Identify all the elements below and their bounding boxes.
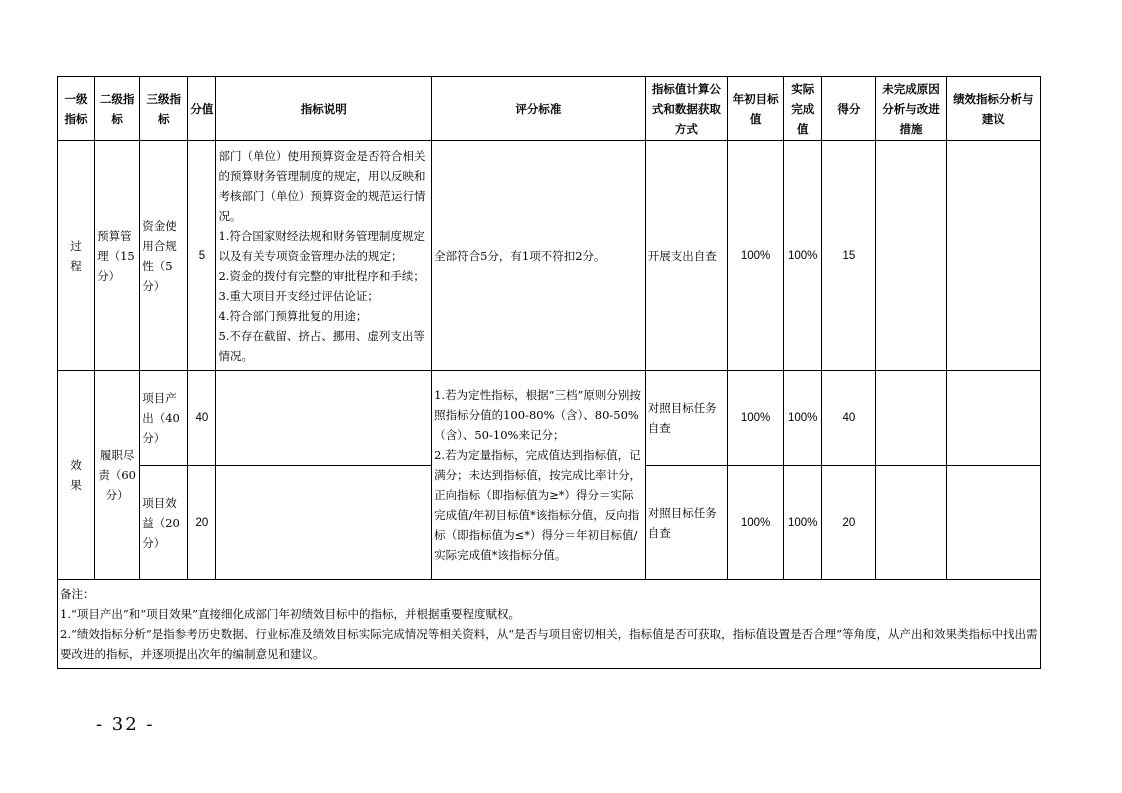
row3-description xyxy=(216,466,432,580)
row2-target: 100% xyxy=(728,371,784,466)
note-line: 备注： xyxy=(60,587,95,601)
row1-score-value: 5 xyxy=(188,141,216,371)
header-criteria: 评分标准 xyxy=(432,77,646,141)
row1-formula: 开展支出自查 xyxy=(645,141,727,371)
row2-actual: 100% xyxy=(784,371,822,466)
row3-level3: 项目效益（20分） xyxy=(140,466,188,580)
row3-score-value: 20 xyxy=(188,466,216,580)
header-target: 年初目标值 xyxy=(728,77,784,141)
description-line: 3.重大项目开支经过评估论证； xyxy=(218,288,379,303)
row1-target: 100% xyxy=(728,141,784,371)
table-row xyxy=(58,371,1041,466)
row1-level1-text: 过程 xyxy=(70,238,82,273)
notes-row xyxy=(58,580,1041,669)
group2-level1-text: 效果 xyxy=(70,458,82,492)
row1-description xyxy=(216,141,432,371)
row1-level1 xyxy=(58,141,95,371)
header-reason: 未完成原因分析与改进措施 xyxy=(876,77,946,141)
header-level3: 三级指标 xyxy=(140,77,188,141)
row2-score-value: 40 xyxy=(188,371,216,466)
note-line: 1.“项目产出”和“项目效果”直接细化成部门年初绩效目标中的指标，并根据重要程度赋权。 xyxy=(60,607,520,621)
description-line: 1.符合国家财经法规和财务管理制度规定以及有关专项资金管理办法的规定； xyxy=(218,228,425,263)
row3-score: 20 xyxy=(822,466,876,580)
row1-analysis xyxy=(946,141,1040,371)
row2-analysis xyxy=(946,371,1040,466)
header-score: 得分 xyxy=(822,77,876,141)
row1-score: 15 xyxy=(822,141,876,371)
row2-level3: 项目产出（40分） xyxy=(140,371,188,466)
group2-level1 xyxy=(58,371,95,580)
row1-level3: 资金使用合规性（5分） xyxy=(140,141,188,371)
header-formula: 指标值计算公式和数据获取方式 xyxy=(645,77,727,141)
row1-criteria: 全部符合5分，有1项不符扣2分。 xyxy=(432,141,646,371)
row3-formula: 对照目标任务自查 xyxy=(645,466,727,580)
note-line: 2.“绩效指标分析”是指参考历史数据、行业标准及绩效目标实际完成情况等相关资料，从“是否与项目密切相关，指标值是否可获取，指标值设置是否合理”等角度，从产出和效果类指标中找出需要改进的指标，并逐项提出次年的编制意见和建议。 xyxy=(60,627,1038,661)
group2-level2: 履职尽责（60分） xyxy=(95,371,140,580)
header-level1: 一级指标 xyxy=(58,77,95,141)
row1-actual: 100% xyxy=(784,141,822,371)
row1-reason xyxy=(876,141,946,371)
group2-criteria xyxy=(432,371,646,580)
row3-actual: 100% xyxy=(784,466,822,580)
performance-table xyxy=(57,76,1041,669)
header-actual: 实际完成值 xyxy=(784,77,822,141)
description-line: 5.不存在截留、挤占、挪用、虚列支出等情况。 xyxy=(218,328,425,363)
criteria-line: 2.若为定量指标，完成值达到指标值，记满分；未达到指标值，按完成比率计分，正向指标（即指标值为≥*）得分＝实际完成值/年初目标值*该指标分值，反向指标（即指标值为≤*）得分＝年初目标值/实际完成值*该指标分值。 xyxy=(434,448,642,562)
description-line: 4.符合部门预算批复的用途； xyxy=(218,308,368,323)
criteria-line: 1.若为定性指标，根据“三档”原则分别按照指标分值的100-80%（含）、80-50%（含）、50-10%来记分； xyxy=(434,388,641,442)
header-level2: 二级指标 xyxy=(95,77,140,141)
description-line: 2.资金的拨付有完整的审批程序和手续； xyxy=(218,268,425,283)
row3-reason xyxy=(876,466,946,580)
row1-level2: 预算管理（15分） xyxy=(95,141,140,371)
header-score-value: 分值 xyxy=(188,77,216,141)
row3-target: 100% xyxy=(728,466,784,580)
description-line: 部门（单位）使用预算资金是否符合相关的预算财务管理制度的规定，用以反映和考核部门（单位）预算资金的规范运行情况。 xyxy=(218,148,426,223)
table-row xyxy=(58,141,1041,371)
header-analysis: 绩效指标分析与建议 xyxy=(946,77,1040,141)
header-description: 指标说明 xyxy=(216,77,432,141)
row2-formula: 对照目标任务自查 xyxy=(645,371,727,466)
page-number: - 32 - xyxy=(96,714,155,735)
row2-score: 40 xyxy=(822,371,876,466)
row2-description xyxy=(216,371,432,466)
row2-reason xyxy=(876,371,946,466)
table-header-row xyxy=(58,77,1041,141)
row3-analysis xyxy=(946,466,1040,580)
notes-cell xyxy=(58,580,1041,669)
